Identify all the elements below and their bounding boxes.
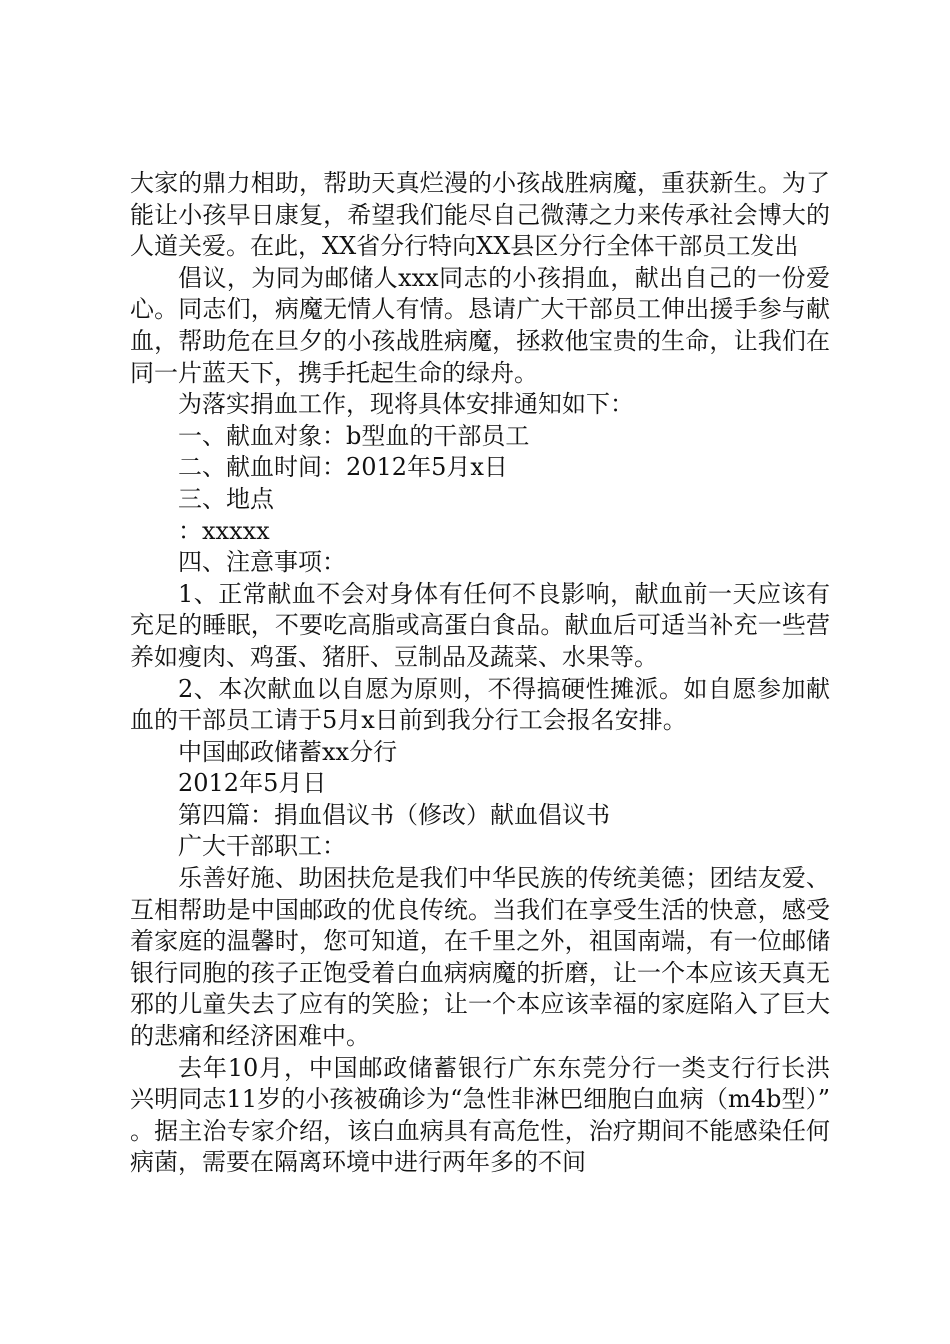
paragraph-arrangement-intro: 为落实捐血工作，现将具体安排通知如下： xyxy=(178,390,634,419)
list-item-donor-target: 一、献血对象：b型血的干部员工 xyxy=(178,421,530,450)
note-item-2: 2、本次献血以自愿为原则，不得搞硬性摊派。如自愿参加献血的干部员工请于5月x日前到我分行工会报名安排。 xyxy=(130,674,830,735)
signature-date: 2012年5月日 xyxy=(178,769,327,798)
paragraph-tradition: 乐善好施、助困扶危是我们中华民族的传统美德；团结友爱、互相帮助是中国邮政的优良传统。当我们在享受生活的快意，感受着家庭的温馨时，您可知道，在千里之外，祖国南端，有一位邮储银行同胞的孩子正饱受着白血病病魔的折磨，让一个本应该天真无邪的儿童失去了应有的笑脸；让一个本应该幸福的家庭陷入了巨大的悲痛和经济困难中。 xyxy=(130,864,830,1051)
salutation: 广大干部职工： xyxy=(178,832,346,861)
paragraph-intro-continued: 大家的鼎力相助，帮助天真烂漫的小孩战胜病魔，重获新生。为了能让小孩早日康复，希望我们能尽自己微薄之力来传承社会博大的人道关爱。在此，XX省分行特向XX县区分行全体干部员工发出 xyxy=(130,169,830,261)
paragraph-case-description: 去年10月，中国邮政储蓄银行广东东莞分行一类支行行长洪兴明同志11岁的小孩被确诊为“急性非淋巴细胞白血病（m4b型）”。据主治专家介绍，该白血病具有高危性，治疗期间不能感染任何病菌，需要在隔离环境中进行两年多的不间 xyxy=(130,1053,830,1177)
list-item-location: 三、地点 xyxy=(178,484,274,513)
list-item-donation-time: 二、献血时间：2012年5月x日 xyxy=(178,453,508,482)
list-item-notes-heading: 四、注意事项： xyxy=(178,548,346,577)
signature-organization: 中国邮政储蓄xx分行 xyxy=(178,737,398,766)
section-title: 第四篇：捐血倡议书（修改）献血倡议书 xyxy=(178,800,610,829)
paragraph-proposal: 倡议，为同为邮储人xxx同志的小孩捐血，献出自己的一份爱心。同志们，病魔无情人有情。恳请广大干部员工伸出援手参与献血，帮助危在旦夕的小孩战胜病魔，拯救他宝贵的生命，让我们在同一片蓝天下，携手托起生命的绿舟。 xyxy=(130,263,830,387)
list-item-location-value: ：xxxxx xyxy=(178,516,270,545)
document-body xyxy=(130,168,830,1179)
note-item-1: 1、正常献血不会对身体有任何不良影响，献血前一天应该有充足的睡眠，不要吃高脂或高蛋白食品。献血后可适当补充一些营养如瘦肉、鸡蛋、猪肝、豆制品及蔬菜、水果等。 xyxy=(130,579,830,671)
